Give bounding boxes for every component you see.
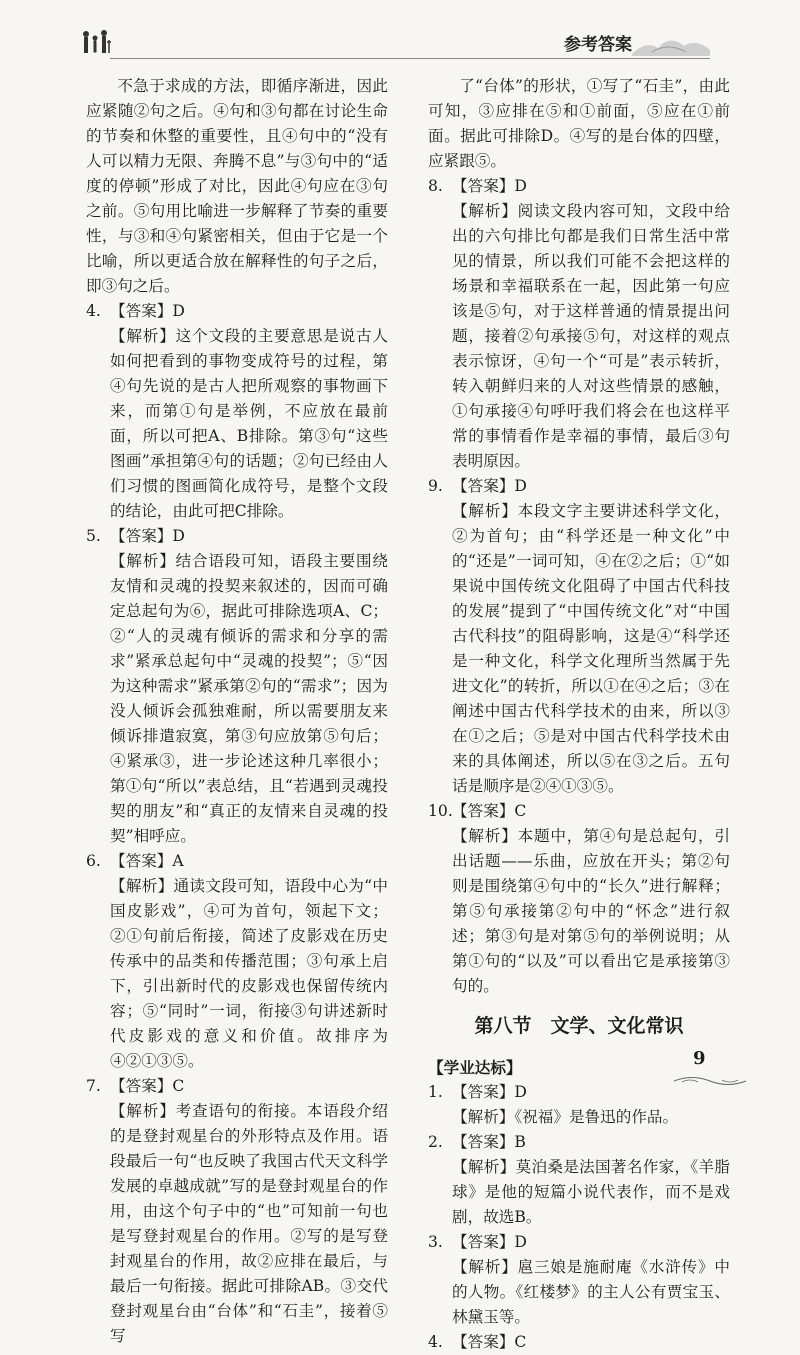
question-number: 4. (428, 1333, 443, 1351)
question-number: 5. (86, 527, 101, 545)
answer-line (428, 799, 730, 824)
explanation-paragraph: 【解析】这个文段的主要意思是说古人如何把看到的事物变成符号的过程，第④句先说的是古人把所观察的事物画下来，而第①句是举例，不应放在最前面，所以可把A、B排除。第③句“这些图画”承担第④句的话题；②句已经由人们习惯的图画简化成符号，是整个文段的结论，由此可把C排除。 (110, 327, 388, 520)
explanation-paragraph: 【解析】结合语段可知，语段主要围绕友情和灵魂的投契来叙述的，因而可确定总起句为⑥，据此可排除选项A、C；②“人的灵魂有倾诉的需求和分享的需求”紧承总起句中“灵魂的投契”；⑤“因为这种需求”紧承第②句的“需求”；因为没人倾诉会孤独难耐，所以需要朋友来倾诉排遣寂寞，第③句应放第⑤句后；④紧承③，进一步论述这种几率很小；第①句“所以”表总结，且“若遇到灵魂投契的朋友”和“真正的友情来自灵魂的投契”相呼应。 (110, 552, 388, 845)
explanation-paragraph: 【解析】本题中，第④句是总起句，引出话题——乐曲，应放在开头；第②句则是围绕第④句中的“长久”进行解释；第⑤句承接第②句中的“怀念”进行叙述；第③句是对第⑤句的举例说明；从第①句的“以及”可以看出它是承接第③句的。 (452, 827, 730, 995)
left-column (86, 74, 388, 1349)
question-number: 2. (428, 1133, 443, 1151)
right-column (428, 74, 730, 1355)
answer-text: 【答案】D (110, 527, 185, 545)
question-number: 9. (428, 477, 443, 495)
answer-line (86, 524, 388, 549)
answer-text: 【答案】B (452, 1133, 526, 1151)
page-header-title: 参考答案 (564, 35, 632, 55)
answer-text: 【答案】A (110, 852, 184, 870)
question-number: 10. (428, 802, 453, 820)
page-number: 9 (693, 1048, 706, 1069)
question-number: 6. (86, 852, 101, 870)
header-rule (110, 58, 710, 59)
explanation-paragraph: 【解析】考查语句的衔接。本语段介绍的是登封观星台的外形特点及作用。语段最后一句“也反映了我国古代天文科学发展的卓越成就”写的是登封观星台的作用，由这个句子中的“也”可知前一句也是写登封观星台的作用。②写的是写登封观星台的作用，故②应排在最后，与最后一句衔接。据此可排除AB。③交代登封观星台由“台体”和“石圭”，接着⑤写 (110, 1102, 388, 1345)
answer-line (428, 1330, 730, 1355)
explanation-paragraph: 【解析】《祝福》是鲁迅的作品。 (452, 1108, 679, 1126)
answer-text: 【答案】C (452, 1333, 527, 1351)
answer-line (428, 1130, 730, 1155)
answer-text: 【答案】D (452, 1233, 527, 1251)
answer-line (86, 849, 388, 874)
family-figures-icon (80, 28, 114, 58)
question-number: 8. (428, 177, 443, 195)
answer-line (86, 1074, 388, 1099)
answer-text: 【答案】D (452, 477, 527, 495)
explanation-paragraph: 【解析】扈三娘是施耐庵《水浒传》中的人物。《红楼梦》的主人公有贾宝玉、林黛玉等。 (452, 1258, 730, 1326)
question-number: 1. (428, 1083, 443, 1101)
answer-text: 【答案】D (110, 302, 185, 320)
explanation-paragraph: 【解析】阅读文段内容可知，文段中给出的六句排比句都是我们日常生活中常见的情景，所以我们可能不会把这样的场景和幸福联系在一起，因此第一句应该是⑤句，对于这样普通的情景提出问题，接着②句承接⑤句，对这样的观点表示惊讶，④句一个“可是”表示转折，转入朝鲜归来的人对这些情景的感触，①句承接④句呼吁我们将会在也这样平常的事情看作是幸福的事情，最后③句表明原因。 (452, 202, 730, 470)
subsection-heading: 【学业达标】 (428, 1058, 522, 1077)
page-number-ornament (672, 1074, 748, 1088)
answer-line (428, 174, 730, 199)
answer-line (428, 1230, 730, 1255)
explanation-paragraph: 【解析】本段文字主要讲述科学文化，②为首句；由“科学还是一种文化”中的“还是”一词可知，④在②之后；①“如果说中国传统文化阻碍了中国古代科技的发展”提到了“中国传统文化”对“中国古代科技”的阻碍影响，这是④“科学还是一种文化，科学文化理所当然属于先进文化”的转折，所以①在④之后；③在阐述中国古代科学技术的由来，所以③在①之后；⑤是对中国古代科学技术由来的具体阐述，所以⑤在③之后。五句话是顺序是②④①③⑤。 (452, 502, 730, 795)
answer-text: 【答案】D (452, 177, 527, 195)
question-number: 3. (428, 1233, 443, 1251)
continuation-paragraph: 了“台体”的形状，①写了“石圭”，由此可知，③应排在⑤和①前面，⑤应在①前面。据此可排除D。④写的是台体的四壁，应紧跟⑤。 (428, 77, 730, 170)
explanation-paragraph: 【解析】通读文段可知，语段中心为“中国皮影戏”，④可为首句，领起下文；②①句前后衔接，简述了皮影戏在历史传承中的品类和传播范围；③句承上启下，引出新时代的皮影戏也保留传统内容；⑤“同时”一词，衔接③句讲述新时代皮影戏的意义和价值。故排序为④②①③⑤。 (110, 877, 388, 1070)
answer-text: 【答案】C (452, 802, 527, 820)
question-number: 4. (86, 302, 101, 320)
answer-text: 【答案】D (452, 1083, 527, 1101)
answer-line (428, 474, 730, 499)
question-number: 7. (86, 1077, 101, 1095)
section-title: 第八节 文学、文化常识 (474, 1015, 684, 1037)
explanation-paragraph: 【解析】莫泊桑是法国著名作家，《羊脂球》是他的短篇小说代表作，而不是戏剧，故选B。 (452, 1158, 730, 1226)
answer-line (86, 299, 388, 324)
page-header (80, 22, 710, 62)
continuation-paragraph: 不急于求成的方法，即循序渐进，因此应紧随②句之后。④句和③句都在讨论生命的节奏和休整的重要性，且④句中的“没有人可以精力无限、奔腾不息”与③句中的“适度的停顿”形成了对比，因此④句应在③句之前。⑤句用比喻进一步解释了节奏的重要性，与③和④句紧密相关，但由于它是一个比喻，所以更适合放在解释性的句子之后，即③句之后。 (86, 77, 388, 295)
answer-text: 【答案】C (110, 1077, 185, 1095)
ink-mountain-decoration (632, 30, 710, 56)
